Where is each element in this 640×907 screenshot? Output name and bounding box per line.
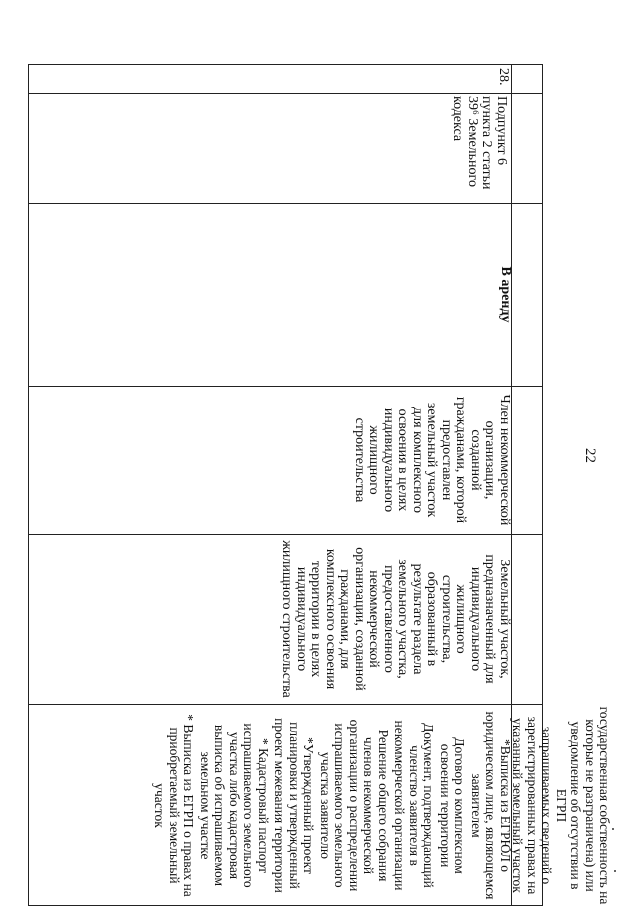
continued-doc-line: которые не разграничена) или: [583, 719, 598, 892]
document-item: Решение общего собрания членов некоммерческой организации о распределении испрашиваемого земельного участка заявителю: [318, 719, 391, 892]
table-row: [29, 65, 512, 905]
continued-doc-line: уведомление об отсутствии в ЕГРП: [554, 721, 584, 890]
continued-doc-line: государственная собственность на: [597, 706, 613, 905]
document-item: * Выписка из ЕГРП о правах на приобретаемый земельный участок: [152, 714, 197, 897]
continued-doc-line: запрашиваемых сведений о: [539, 726, 555, 885]
documents-cell: [29, 704, 512, 907]
applicant-cell: Член некоммерческой организации, созданной гражданами, которой предоставлен земельный участок для комплексного освоения в целях индивидуального жилищного строительства: [352, 394, 512, 526]
document-item: * Кадастровый паспорт испрашиваемого земельного участка либо кадастровая выписка об испрашиваемом земельном участке: [198, 723, 271, 888]
legal-basis-cell: Подпункт 6 пункта 2 статьи 39⁶ Земельного кодекса: [450, 96, 509, 190]
continued-doc-line: зарегистрированных правах на: [525, 716, 540, 895]
document-item: *Выписка из ЕГРЮЛ о юридическом лице, являющемся заявителем: [469, 711, 513, 900]
grant-type-cell: В аренду: [498, 266, 513, 323]
page-number: 22: [582, 448, 598, 463]
document-item: Документ, подтверждающий членство заявителя в некоммерческой организации: [392, 720, 437, 891]
continued-doc-line: указанный земельный участок: [510, 718, 526, 893]
scan-speck: [612, 828, 614, 830]
continued-documents-cell: [510, 704, 613, 907]
land-plot-cell: Земельный участок, предназначенный для индивидуального жилищного строительства, образованный в результате раздела земельного участка, предоставленного некоммерческой организации, созданной гражданами, для комплексного освоения территории в целях индивидуального жилищного строительства: [279, 540, 512, 698]
row-number: 28.: [496, 68, 511, 86]
document-item: Договор о комплексном освоении территории: [438, 737, 468, 874]
document-item: *Утвержденный проект планировки и утвержденный проект межевания территории: [272, 718, 317, 893]
scan-speck: [614, 870, 616, 872]
